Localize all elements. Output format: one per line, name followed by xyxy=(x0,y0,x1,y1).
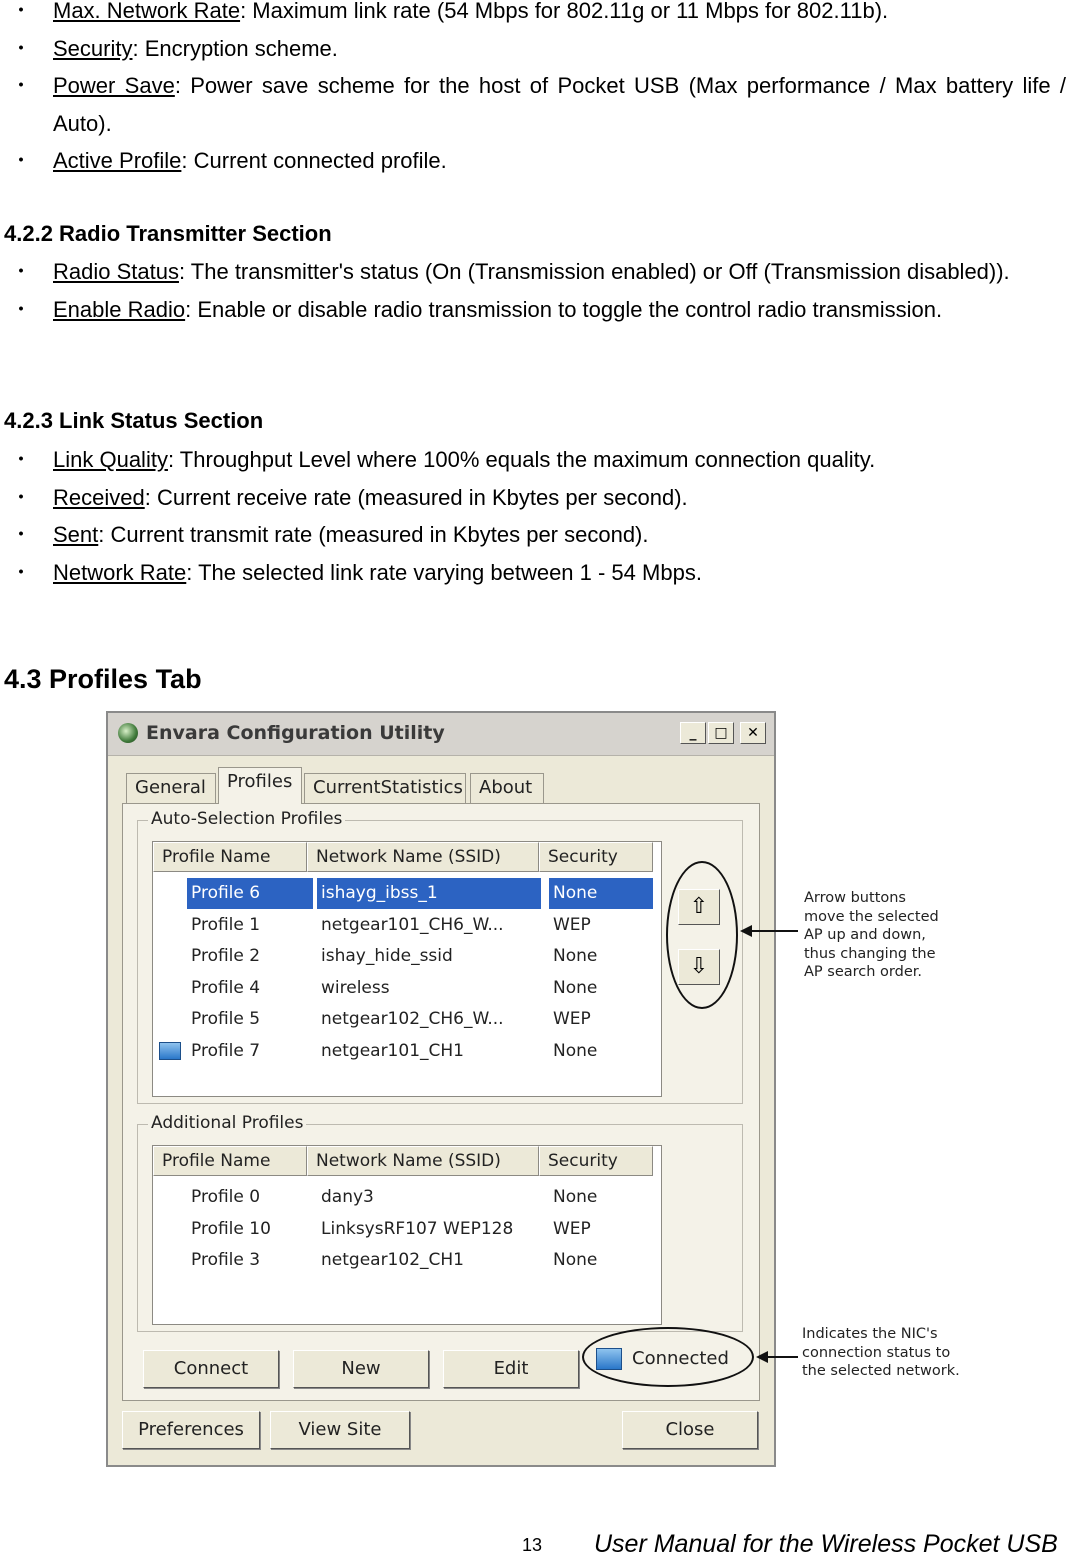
bullet-term: Security xyxy=(53,35,133,61)
arrow-up-icon: ⇧ xyxy=(689,894,709,919)
bullet-item xyxy=(0,30,1066,68)
cell-name: Profile 2 xyxy=(191,946,261,966)
bullet-term: Link Quality xyxy=(53,447,168,472)
arrow-buttons-annotation: Arrow buttons move the selected AP up and down, thus changing the AP search order. xyxy=(804,890,939,980)
additional-profiles-list[interactable] xyxy=(152,1145,662,1325)
tab-current-statistics[interactable]: CurrentStatistics xyxy=(304,773,466,803)
additional-group-label: Additional Profiles xyxy=(148,1113,306,1133)
close-window-button[interactable]: ✕ xyxy=(740,722,766,744)
bullet-icon: ・ xyxy=(10,259,33,284)
bullet-text: : Current receive rate (measured in Kbytes per second). xyxy=(144,484,688,510)
cell-name: Profile 4 xyxy=(191,977,261,998)
link-bullet-list xyxy=(0,441,1066,591)
cell-ssid: dany3 xyxy=(321,1187,374,1207)
arrow-down-icon: ⇩ xyxy=(689,954,709,979)
cell-ssid: LinksysRF107 WEP128 xyxy=(321,1218,514,1239)
connect-button[interactable]: Connect xyxy=(143,1350,279,1388)
cell-name: Profile 0 xyxy=(191,1187,261,1207)
cell-ssid: ishay_hide_ssid xyxy=(321,946,453,966)
column-security[interactable]: Security xyxy=(539,842,653,872)
bullet-item xyxy=(0,253,1066,291)
bullet-item xyxy=(0,142,1066,180)
bullet-text: : Encryption scheme. xyxy=(132,35,338,61)
status-annotation: Indicates the NIC's connection status to the selected network. xyxy=(802,1326,960,1379)
network-connected-icon xyxy=(159,1042,181,1060)
cell-ssid: netgear101_CH6_W... xyxy=(321,914,504,935)
bullet-icon: ・ xyxy=(10,522,33,547)
cell-ssid: netgear102_CH1 xyxy=(321,1250,464,1270)
bullet-item xyxy=(0,0,1066,30)
bullet-item xyxy=(0,441,1066,479)
column-ssid[interactable]: Network Name (SSID) xyxy=(307,842,539,872)
table-row[interactable] xyxy=(153,1004,661,1035)
tab-general[interactable]: General xyxy=(126,773,216,803)
bullet-term: Power Save xyxy=(53,73,175,98)
tab-profiles[interactable]: Profiles xyxy=(218,767,302,804)
view-site-button[interactable]: View Site xyxy=(270,1411,410,1449)
bullet-term: Sent xyxy=(53,522,99,547)
cell-ssid: netgear102_CH6_W... xyxy=(321,1009,504,1029)
cell-ssid: wireless xyxy=(321,977,390,998)
callout-arrow-line xyxy=(766,1356,798,1358)
cell-name: Profile 3 xyxy=(191,1250,261,1270)
title-bar xyxy=(108,713,774,756)
bullet-icon: ・ xyxy=(10,447,33,472)
section-heading-radio: 4.2.2 Radio Transmitter Section xyxy=(4,221,332,246)
cell-security: WEP xyxy=(553,1218,591,1239)
window-title: Envara Configuration Utility xyxy=(146,722,445,744)
cell-ssid: netgear101_CH1 xyxy=(321,1040,464,1061)
bullet-item xyxy=(0,554,1066,592)
auto-selection-group xyxy=(137,809,743,1104)
cell-security: None xyxy=(553,946,598,966)
bullet-text: : The selected link rate varying between 1 - 54 Mbps. xyxy=(186,559,702,585)
cell-name: Profile 5 xyxy=(191,1009,261,1029)
cell-security: None xyxy=(553,977,598,998)
minimize-button[interactable]: _ xyxy=(680,722,706,744)
bullet-term: Active Profile xyxy=(53,148,182,173)
bullet-icon: ・ xyxy=(10,73,33,98)
bullet-text: : Current connected profile. xyxy=(181,148,447,173)
bullet-text: : Enable or disable radio transmission to toggle the control radio transmission. xyxy=(185,296,943,322)
footer-title: User Manual for the Wireless Pocket USB xyxy=(594,1530,1058,1558)
bullet-item xyxy=(0,67,1066,142)
bullet-icon: ・ xyxy=(10,0,33,23)
table-row[interactable] xyxy=(153,1214,661,1245)
bullet-term: Max. Network Rate xyxy=(53,0,241,23)
list-header xyxy=(153,842,661,872)
bullet-icon: ・ xyxy=(10,484,33,510)
preferences-button[interactable]: Preferences xyxy=(122,1411,260,1449)
tab-about[interactable]: About xyxy=(470,773,544,803)
bullet-text: : Current transmit rate (measured in Kbytes per second). xyxy=(98,522,649,547)
bullet-term: Network Rate xyxy=(53,559,187,585)
bullet-term: Received xyxy=(53,484,145,510)
column-security[interactable]: Security xyxy=(539,1146,653,1176)
additional-profiles-group xyxy=(137,1113,743,1332)
bullet-icon: ・ xyxy=(10,296,33,322)
callout-arrow-line xyxy=(750,930,798,932)
column-profile-name[interactable]: Profile Name xyxy=(153,1146,307,1176)
profiles-tab-figure xyxy=(106,711,966,1471)
bullet-text: : Power save scheme for the host of Pocket USB (Max performance / Max battery life / Auto). xyxy=(53,73,1066,136)
column-ssid[interactable]: Network Name (SSID) xyxy=(307,1146,539,1176)
bullet-text: : Throughput Level where 100% equals the maximum connection quality. xyxy=(167,447,876,472)
table-row[interactable] xyxy=(153,941,661,972)
cell-name: Profile 10 xyxy=(191,1218,271,1239)
profiles-tab-pane xyxy=(122,803,760,1401)
cell-ssid: ishayg_ibss_1 xyxy=(317,878,541,909)
section-heading-link: 4.2.3 Link Status Section xyxy=(4,408,264,433)
bullet-icon: ・ xyxy=(10,559,33,585)
bullet-item xyxy=(0,479,1066,517)
connection-status-label: Connected xyxy=(632,1348,729,1369)
table-row[interactable] xyxy=(153,1245,661,1276)
bullet-term: Radio Status xyxy=(53,259,179,284)
cell-name: Profile 1 xyxy=(191,914,261,935)
intro-bullet-list xyxy=(0,0,1066,180)
cell-security: None xyxy=(553,1187,598,1207)
status-highlight xyxy=(582,1327,754,1387)
edit-button[interactable]: Edit xyxy=(443,1350,579,1388)
cell-security: None xyxy=(549,878,653,909)
cell-security: None xyxy=(553,1040,598,1061)
new-button[interactable]: New xyxy=(293,1350,429,1388)
auto-selection-group-label: Auto-Selection Profiles xyxy=(148,809,345,829)
cell-security: WEP xyxy=(553,914,591,935)
table-row[interactable] xyxy=(153,1182,661,1213)
cell-security: WEP xyxy=(553,1009,591,1029)
bullet-icon: ・ xyxy=(10,148,33,173)
auto-profiles-list[interactable] xyxy=(152,841,662,1097)
list-header xyxy=(153,1146,661,1176)
bullet-text: : The transmitter's status (On (Transmission enabled) or Off (Transmission disabled)). xyxy=(178,259,1010,284)
table-row[interactable] xyxy=(153,1036,661,1067)
bullet-icon: ・ xyxy=(10,35,33,61)
app-logo-icon xyxy=(118,723,138,743)
bullet-item xyxy=(0,291,1066,329)
maximize-button[interactable]: □ xyxy=(708,722,734,744)
bullet-item xyxy=(0,516,1066,554)
table-row[interactable] xyxy=(153,973,661,1004)
close-button[interactable]: Close xyxy=(622,1411,758,1449)
page-number: 13 xyxy=(522,1535,543,1555)
table-row[interactable] xyxy=(153,878,661,909)
cell-name: Profile 7 xyxy=(191,1040,261,1061)
cell-security: None xyxy=(553,1250,598,1270)
bullet-text: : Maximum link rate (54 Mbps for 802.11g or 11 Mbps for 802.11b). xyxy=(240,0,889,23)
section-heading-profiles: 4.3 Profiles Tab xyxy=(4,664,202,694)
arrow-buttons-highlight xyxy=(666,861,738,1009)
table-row[interactable] xyxy=(153,910,661,941)
column-profile-name[interactable]: Profile Name xyxy=(153,842,307,872)
cell-name: Profile 6 xyxy=(187,878,313,909)
bullet-term: Enable Radio xyxy=(53,296,186,322)
radio-bullet-list xyxy=(0,253,1066,328)
